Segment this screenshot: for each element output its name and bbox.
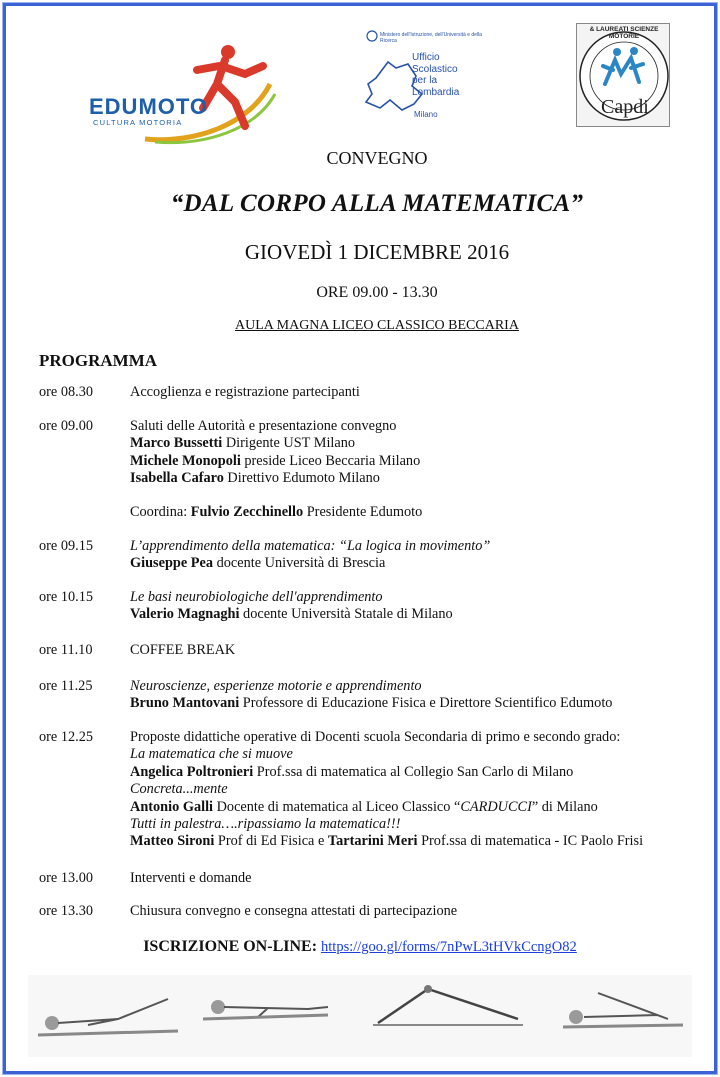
ust-office-name bbox=[412, 52, 459, 98]
program-time: ore 10.15 bbox=[39, 589, 93, 605]
program-line bbox=[130, 504, 710, 521]
program-time: ore 12.25 bbox=[39, 729, 93, 745]
program-time: ore 09.00 bbox=[39, 418, 93, 434]
speaker-name: Michele Monopoli bbox=[130, 452, 241, 469]
program-line bbox=[130, 833, 710, 850]
program-line bbox=[130, 555, 710, 572]
speaker-role: docente Università di Brescia bbox=[213, 555, 386, 572]
program-line: Chiusura convegno e consegna attestati di partecipazione bbox=[130, 903, 458, 919]
registration-link[interactable]: https://goo.gl/forms/7nPwL3tHVkCcngO82 bbox=[321, 939, 577, 955]
program-line: Proposte didattiche operative di Docenti scuola Secondaria di primo e secondo grado: bbox=[130, 729, 621, 745]
speaker-name: Bruno Mantovani bbox=[130, 695, 240, 712]
speaker-role: Presidente Edumoto bbox=[303, 504, 423, 520]
event-venue: AULA MAGNA LICEO CLASSICO BECCARIA bbox=[235, 318, 519, 333]
speaker-role: Prof.ssa di matematica - IC Paolo Frisi bbox=[417, 833, 644, 850]
program-time: ore 11.25 bbox=[39, 678, 93, 694]
decorative-geometry-strip bbox=[28, 975, 692, 1057]
speaker-role: Prof.ssa di matematica al Collegio San Carlo di Milano bbox=[253, 763, 574, 780]
ust-office-line-2: Scolastico bbox=[412, 63, 458, 75]
capdi-arc-text: & LAUREATI SCIENZE MOTORIE bbox=[589, 26, 659, 40]
program-line: COFFEE BREAK bbox=[130, 642, 236, 658]
program-body bbox=[130, 504, 710, 521]
event-time: ORE 09.00 - 13.30 bbox=[316, 284, 438, 301]
program-line bbox=[130, 781, 710, 798]
event-title: “DAL CORPO ALLA MATEMATICA” bbox=[170, 190, 584, 217]
capdi-name: Capdi bbox=[601, 96, 649, 118]
program-line: Accoglienza e registrazione partecipanti bbox=[130, 384, 360, 400]
ministry-text: Ministero dell'Istruzione, dell'Università e della Ricerca bbox=[380, 32, 482, 44]
school-name: CARDUCCI bbox=[460, 798, 532, 815]
talk-title: La matematica che si muove bbox=[130, 746, 293, 763]
program-line bbox=[130, 470, 710, 487]
speaker-name: Isabella Cafaro bbox=[130, 470, 224, 487]
program-line bbox=[130, 816, 710, 833]
program-body bbox=[130, 729, 710, 851]
speaker-role: Direttivo Edumoto Milano bbox=[223, 470, 380, 487]
program-line bbox=[130, 589, 710, 606]
talk-title: Tutti in palestra….ripassiamo la matematica!!! bbox=[130, 816, 401, 833]
speaker-name: Marco Bussetti bbox=[130, 435, 223, 452]
program-body bbox=[130, 538, 710, 573]
program-time: ore 13.00 bbox=[39, 870, 93, 886]
program-body bbox=[130, 642, 710, 659]
program-body bbox=[130, 384, 710, 401]
program-line bbox=[130, 799, 710, 816]
speaker-name: Fulvio Zecchinello bbox=[190, 504, 304, 520]
speaker-name: Angelica Poltronieri bbox=[130, 763, 254, 780]
program-time: ore 13.30 bbox=[39, 903, 93, 919]
speaker-role: Dirigente UST Milano bbox=[222, 435, 356, 452]
talk-title: Le basi neurobiologiche dell'apprendimento bbox=[130, 589, 383, 605]
program-line bbox=[130, 678, 710, 695]
speaker-name: Tartarini Meri bbox=[327, 833, 418, 850]
program-time: ore 09.15 bbox=[39, 538, 93, 554]
program-line bbox=[130, 606, 710, 623]
speaker-role: Prof di Ed Fisica e bbox=[214, 833, 328, 850]
registration-line bbox=[0, 938, 720, 956]
edumoto-logo bbox=[85, 44, 285, 149]
event-kind: CONVEGNO bbox=[326, 148, 428, 168]
edumoto-tagline: CULTURA MOTORIA bbox=[93, 118, 183, 127]
capdi-logo bbox=[576, 23, 670, 127]
program-line bbox=[130, 435, 710, 452]
ust-office-line-1: Ufficio bbox=[412, 52, 440, 63]
speaker-role: preside Liceo Beccaria Milano bbox=[240, 452, 421, 469]
speaker-role: Professore di Educazione Fisica e Direttore Scientifico Edumoto bbox=[239, 695, 613, 712]
program-line bbox=[130, 764, 710, 781]
speaker-name: Giuseppe Pea bbox=[130, 555, 214, 572]
speaker-name: Matteo Sironi bbox=[130, 833, 215, 850]
event-date: GIOVEDÌ 1 DICEMBRE 2016 bbox=[244, 240, 510, 264]
program-line bbox=[130, 746, 710, 763]
coordina-label: Coordina: bbox=[130, 504, 191, 520]
talk-title: Concreta...mente bbox=[130, 781, 228, 798]
program-line: Interventi e domande bbox=[130, 870, 252, 886]
program-line: Saluti delle Autorità e presentazione convegno bbox=[130, 418, 397, 434]
speaker-role: ” di Milano bbox=[531, 798, 598, 815]
program-body bbox=[130, 903, 710, 920]
program-body bbox=[130, 418, 710, 488]
program-line bbox=[130, 695, 710, 712]
program-line bbox=[130, 538, 710, 555]
program-line bbox=[130, 453, 710, 470]
program-body bbox=[130, 589, 710, 624]
edumoto-brand: EDUMOTO bbox=[89, 94, 209, 119]
ust-office-line-3: per la bbox=[412, 75, 438, 86]
program-time: ore 11.10 bbox=[39, 642, 93, 658]
program-time: ore 08.30 bbox=[39, 384, 93, 400]
ust-office-line-4: Lombardia bbox=[412, 86, 460, 98]
speaker-role: Docente di matematica al Liceo Classico “ bbox=[213, 798, 461, 815]
registration-label: ISCRIZIONE ON-LINE: bbox=[143, 938, 318, 955]
ust-lombardia-logo bbox=[362, 28, 497, 123]
program-body bbox=[130, 870, 710, 887]
speaker-name: Valerio Magnaghi bbox=[130, 606, 240, 623]
programma-heading: PROGRAMMA bbox=[39, 351, 158, 370]
program-body bbox=[130, 678, 710, 713]
talk-title: L’apprendimento della matematica: “La logica in movimento” bbox=[130, 538, 491, 554]
speaker-role: docente Università Statale di Milano bbox=[239, 606, 453, 623]
speaker-name: Antonio Galli bbox=[130, 798, 214, 815]
talk-title: Neuroscienze, esperienze motorie e apprendimento bbox=[130, 678, 422, 694]
ust-city: Milano bbox=[414, 110, 438, 119]
